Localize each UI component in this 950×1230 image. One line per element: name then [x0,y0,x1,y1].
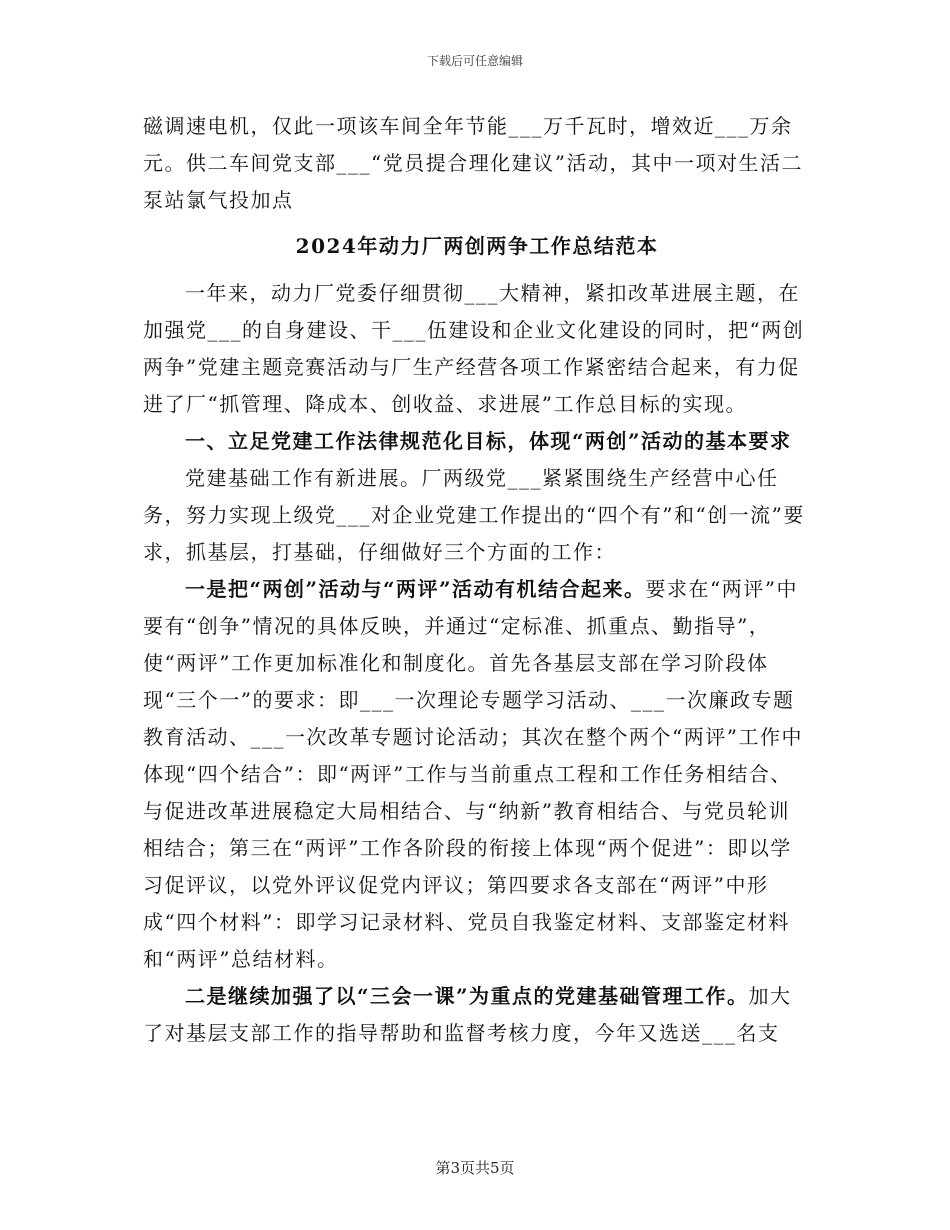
point-1-paragraph [143,571,811,978]
document-title: 2024年动力厂两创两争工作总结范本 [295,234,659,258]
intro-paragraph: 磁调速电机，仅此一项该车间全年节能___万千瓦时，增效近___万余元。供二车间党支部___“党员提合理化建议”活动，其中一项对生活二泵站氯气投加点 [143,114,803,212]
section-1-heading: 一、立足党建工作法律规范化目标，体现“两创”活动的基本要求 [185,429,792,453]
page-footer: 第3页共5页 [435,1159,515,1177]
point-2-body: 加大了对基层支部工作的指导帮助和监督考核力度，今年又选送___名支 [143,984,792,1045]
point-1-lead: 一是把“两创”活动与“两评”活动有机结合起来。 [185,577,646,601]
point-2-paragraph [143,978,811,1052]
point-2-lead: 二是继续加强了以“三会一课”为重点的党建基础管理工作。 [185,984,749,1008]
document-body [143,108,811,1052]
page-header: 下载后可任意编辑 [426,54,523,68]
paragraph-1: 一年来，动力厂党委仔细贯彻___大精神，紧扣改革进展主题，在加强党___的自身建设、干___伍建设和企业文化建设的同时，把“两创两争”党建主题竞赛活动与厂生产经营各项工作紧密结合起来，有力促进了厂“抓管理、降成本、创收益、求进展”工作总目标的实现。 [143,281,805,416]
paragraph-2: 党建基础工作有新进展。厂两级党___紧紧围绕生产经营中心任务，努力实现上级党___对企业党建工作提出的“四个有”和“创一流”要求，抓基层，打基础，仔细做好三个方面的工作： [143,466,805,564]
point-1-body: 要求在“两评”中要有“创争”情况的具体反映，并通过“定标准、抓重点、勤指导”，使“两评”工作更加标准化和制度化。首先各基层支部在学习阶段体现“三个一”的要求：即___一次理论专题学习活动、___一次廉政专题教育活动、___一次改革专题讨论活动；其次在整个两个“两评”工作中体现“四个结合”：即“两评”工作与当前重点工程和工作任务相结合、与促进改革进展稳定大局相结合、与“纳新”教育相结合、与党员轮训相结合；第三在“两评”工作各阶段的衔接上体现“两个促进”：即以学习促评议，以党外评议促党内评议；第四要求各支部在“两评”中形成“四个材料”：即学习记录材料、党员自我鉴定材料、支部鉴定材料和“两评”总结材料。 [143,577,803,971]
